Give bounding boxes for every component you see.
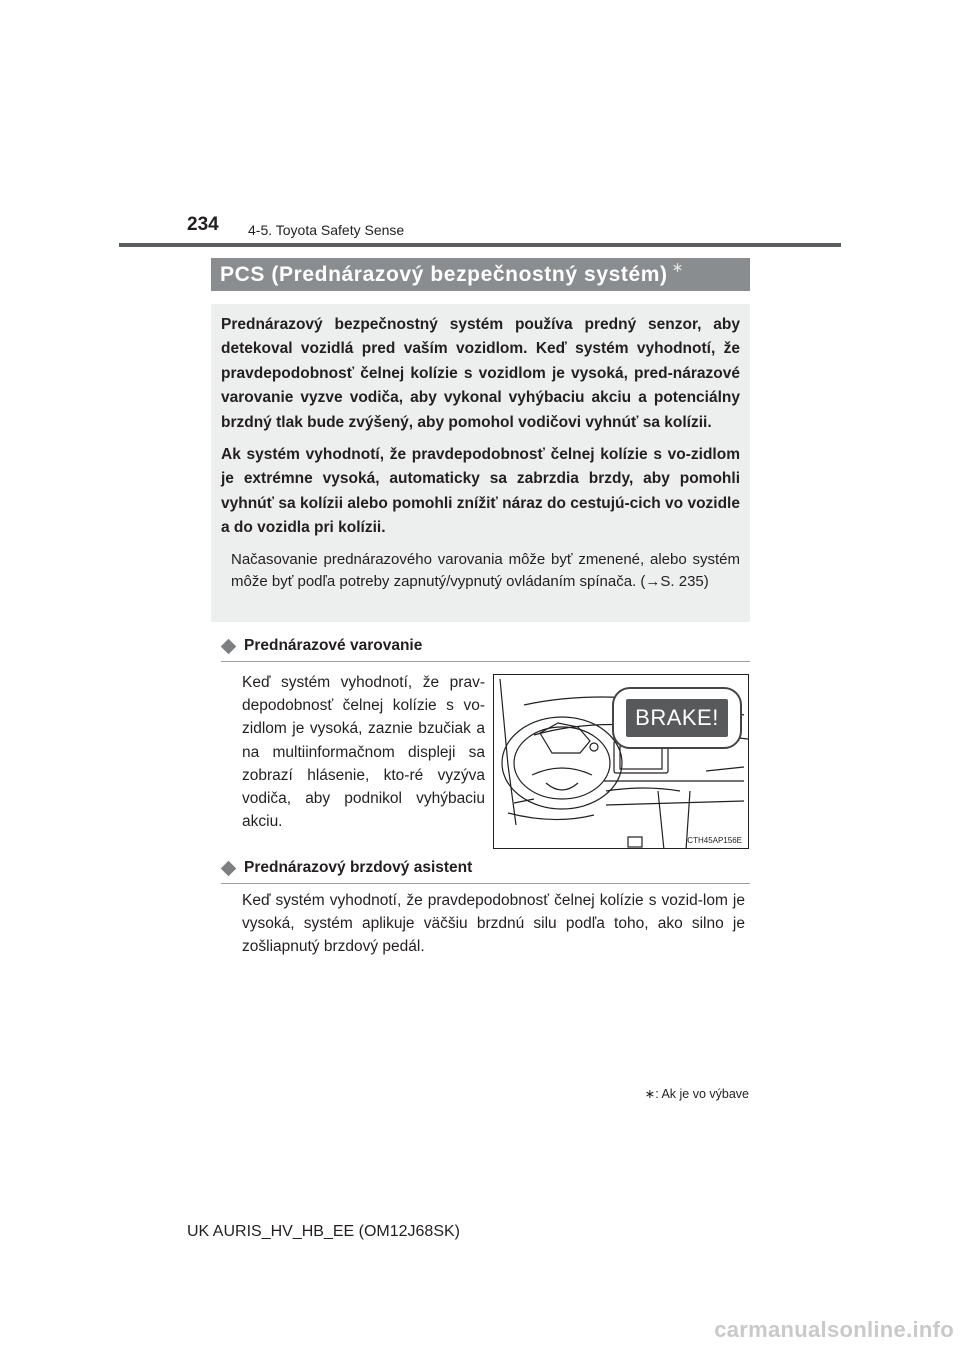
subheading-label: Prednárazový brzdový asistent [244, 859, 473, 876]
intro-paragraph-1: Prednárazový bezpečnostný systém používa predný senzor, aby detekoval vozidlá pred vaším vozidlom. Keď systém vyhodnotí, že pravdepodobnosť čelnej kolízie s vozidlom je vysoká, pred-nárazové varovanie vyzve vodiča, aby vykonal vyhýbaciu akciu a potenciálny brzdný tlak bude zvýšený, aby pomohol vodičovi vyhnúť sa kolízii. [221, 316, 740, 431]
subheading-label: Prednárazové varovanie [244, 637, 423, 654]
figure-code: CTH45AP156E [687, 836, 742, 845]
watermark: carmanualsonline.info [714, 1317, 954, 1342]
subheading-pre-collision-brake-assist [221, 859, 750, 884]
intro-note: Načasovanie prednárazového varovania môže byť zmenené, alebo systém môže byť podľa potreby zapnutý/vypnutý ovládaním spínača. (→S. 235) [231, 550, 740, 590]
intro-box [211, 304, 750, 622]
subheading-pre-collision-warning [221, 637, 750, 662]
section-path: 4-5. Toyota Safety Sense [248, 222, 405, 238]
diamond-bullet-icon [221, 860, 237, 876]
section-title: PCS (Prednárazový bezpečnostný systém) [220, 262, 668, 286]
pre-collision-brake-assist-text: Keď systém vyhodnotí, že pravdepodobnosť čelnej kolízie s vozid-lom je vysoká, systém aplikuje väčšiu brzdnú silu podľa toho, ako silno je zošliapnutý brzdový pedál. [242, 892, 745, 956]
page-number: 234 [187, 214, 219, 235]
dashboard-illustration [493, 674, 749, 849]
section-title-bar [211, 258, 750, 291]
manual-code: UK AURIS_HV_HB_EE (OM12J68SK) [187, 1223, 460, 1240]
brake-callout [612, 687, 742, 749]
intro-paragraph-2: Ak systém vyhodnotí, že pravdepodobnosť čelnej kolízie s vo-zidlom je extrémne vysoká, automaticky sa zabrzdia brzdy, aby pomohli vyhnúť sa kolízii alebo pomohli znížiť náraz do cestujú-cich vo vozidle a do vozidla pri kolízii. [221, 446, 740, 537]
optional-equipment-marker: ∗ [671, 259, 684, 275]
header-rule [119, 243, 841, 247]
brake-warning-display: BRAKE! [626, 699, 728, 737]
pre-collision-warning-text: Keď systém vyhodnotí, že prav-depodobnosť čelnej kolízie s vo-zidlom je vysoká, zaznie bzučiak a na multiinformačnom displeji sa zobrazí hlásenie, kto-ré vyzýva vodiča, aby podnikol vyhýbaciu akciu. [242, 674, 485, 831]
diamond-bullet-icon [221, 638, 237, 654]
footnote: ∗: Ak je vo výbave [644, 1087, 749, 1101]
